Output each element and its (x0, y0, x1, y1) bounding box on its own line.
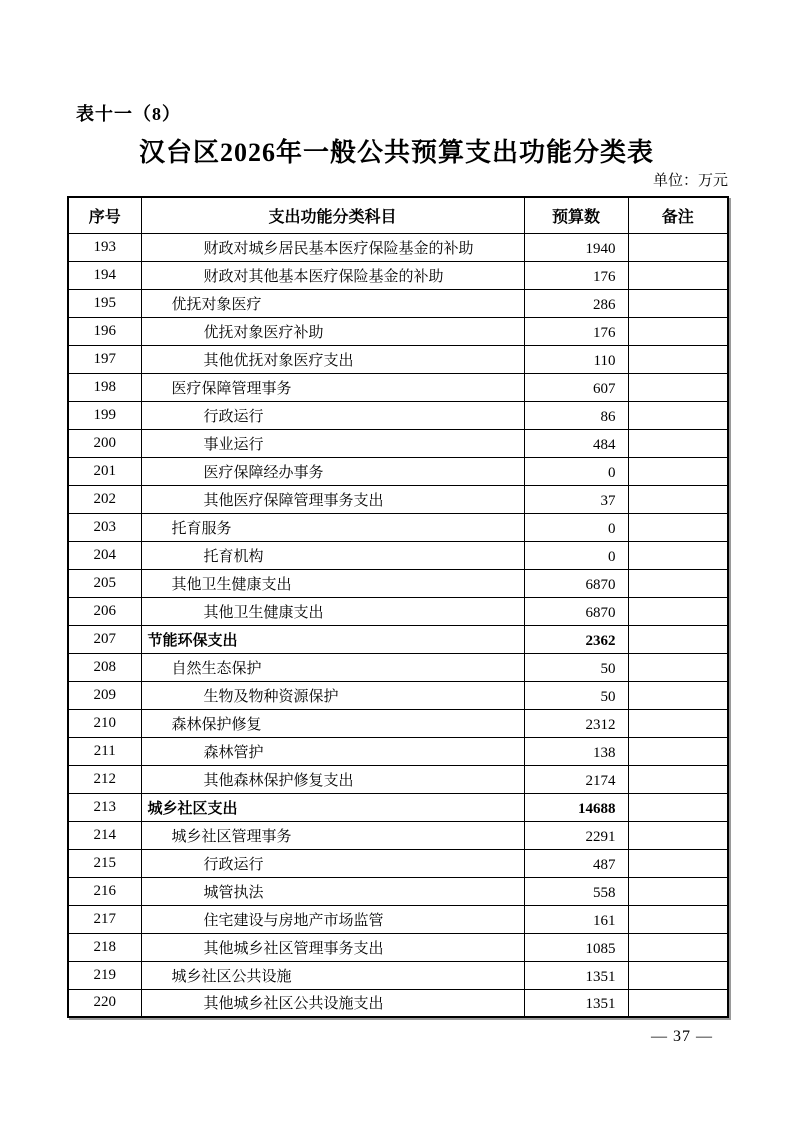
row-budget-value: 2362 (524, 625, 628, 653)
row-note (628, 821, 728, 849)
row-note (628, 681, 728, 709)
row-index: 206 (68, 597, 141, 625)
row-note (628, 513, 728, 541)
row-index: 203 (68, 513, 141, 541)
row-category: 森林管护 (141, 737, 524, 765)
row-budget-value: 176 (524, 317, 628, 345)
row-index: 212 (68, 765, 141, 793)
row-index: 220 (68, 989, 141, 1017)
row-category: 城乡社区公共设施 (141, 961, 524, 989)
row-budget-value: 1351 (524, 961, 628, 989)
table-row (68, 681, 728, 709)
row-category: 城乡社区管理事务 (141, 821, 524, 849)
row-index: 210 (68, 709, 141, 737)
row-index: 205 (68, 569, 141, 597)
row-index: 217 (68, 905, 141, 933)
table-row (68, 429, 728, 457)
row-category: 城管执法 (141, 877, 524, 905)
row-note (628, 709, 728, 737)
row-index: 196 (68, 317, 141, 345)
row-index: 207 (68, 625, 141, 653)
table-row (68, 569, 728, 597)
row-index: 214 (68, 821, 141, 849)
row-budget-value: 487 (524, 849, 628, 877)
page-number: — 37 — (651, 1028, 713, 1045)
table-row (68, 373, 728, 401)
row-index: 197 (68, 345, 141, 373)
row-note (628, 429, 728, 457)
row-category: 其他森林保护修复支出 (141, 765, 524, 793)
row-budget-value: 607 (524, 373, 628, 401)
row-category: 住宅建设与房地产市场监管 (141, 905, 524, 933)
table-row (68, 625, 728, 653)
table-row (68, 261, 728, 289)
table-row (68, 289, 728, 317)
row-category: 其他卫生健康支出 (141, 597, 524, 625)
row-category: 森林保护修复 (141, 709, 524, 737)
row-note (628, 457, 728, 485)
row-index: 194 (68, 261, 141, 289)
row-budget-value: 161 (524, 905, 628, 933)
table-row (68, 457, 728, 485)
row-note (628, 233, 728, 261)
row-budget-value: 14688 (524, 793, 628, 821)
row-category: 城乡社区支出 (141, 793, 524, 821)
row-category: 节能环保支出 (141, 625, 524, 653)
row-note (628, 485, 728, 513)
row-category: 其他城乡社区管理事务支出 (141, 933, 524, 961)
table-row (68, 737, 728, 765)
row-category: 优抚对象医疗 (141, 289, 524, 317)
row-index: 193 (68, 233, 141, 261)
row-category: 事业运行 (141, 429, 524, 457)
row-category: 其他卫生健康支出 (141, 569, 524, 597)
row-index: 198 (68, 373, 141, 401)
row-category: 其他城乡社区公共设施支出 (141, 989, 524, 1017)
row-index: 215 (68, 849, 141, 877)
row-budget-value: 2174 (524, 765, 628, 793)
row-note (628, 289, 728, 317)
row-index: 216 (68, 877, 141, 905)
unit-label: 单位：万元 (652, 173, 728, 189)
row-category: 自然生态保护 (141, 653, 524, 681)
row-note (628, 569, 728, 597)
row-index: 213 (68, 793, 141, 821)
table-row (68, 821, 728, 849)
row-budget-value: 50 (524, 681, 628, 709)
row-budget-value: 1085 (524, 933, 628, 961)
table-row (68, 933, 728, 961)
row-index: 219 (68, 961, 141, 989)
row-note (628, 961, 728, 989)
row-category: 托育机构 (141, 541, 524, 569)
row-index: 218 (68, 933, 141, 961)
row-note (628, 765, 728, 793)
budget-table (67, 196, 729, 1018)
row-budget-value: 286 (524, 289, 628, 317)
table-row (68, 877, 728, 905)
row-note (628, 597, 728, 625)
row-note (628, 541, 728, 569)
row-category: 医疗保障管理事务 (141, 373, 524, 401)
table-row (68, 793, 728, 821)
row-category: 行政运行 (141, 849, 524, 877)
row-note (628, 877, 728, 905)
row-budget-value: 110 (524, 345, 628, 373)
row-index: 200 (68, 429, 141, 457)
table-row (68, 317, 728, 345)
row-budget-value: 176 (524, 261, 628, 289)
row-index: 208 (68, 653, 141, 681)
row-budget-value: 37 (524, 485, 628, 513)
row-budget-value: 0 (524, 513, 628, 541)
row-note (628, 849, 728, 877)
row-index: 195 (68, 289, 141, 317)
budget-table-body (68, 233, 728, 1017)
table-row (68, 961, 728, 989)
row-note (628, 373, 728, 401)
row-index: 201 (68, 457, 141, 485)
row-category: 托育服务 (141, 513, 524, 541)
document-title: 汉台区2026年一般公共预算支出功能分类表 (138, 138, 654, 167)
table-caption-label: 表十一（8） (76, 104, 181, 124)
table-header (68, 197, 728, 233)
row-budget-value: 138 (524, 737, 628, 765)
table-row (68, 653, 728, 681)
row-category: 行政运行 (141, 401, 524, 429)
row-budget-value: 2312 (524, 709, 628, 737)
row-note (628, 653, 728, 681)
row-index: 199 (68, 401, 141, 429)
table-row (68, 345, 728, 373)
row-index: 209 (68, 681, 141, 709)
row-budget-value: 484 (524, 429, 628, 457)
row-note (628, 737, 728, 765)
row-category: 其他医疗保障管理事务支出 (141, 485, 524, 513)
table-row (68, 233, 728, 261)
row-budget-value: 6870 (524, 569, 628, 597)
row-note (628, 625, 728, 653)
row-note (628, 261, 728, 289)
row-budget-value: 1351 (524, 989, 628, 1017)
column-header-budget: 预算数 (524, 197, 628, 233)
row-budget-value: 0 (524, 541, 628, 569)
column-header-index: 序号 (68, 197, 141, 233)
table-row (68, 905, 728, 933)
row-note (628, 345, 728, 373)
row-note (628, 933, 728, 961)
column-header-note: 备注 (628, 197, 728, 233)
row-budget-value: 86 (524, 401, 628, 429)
table-row (68, 849, 728, 877)
table-row (68, 541, 728, 569)
table-row (68, 989, 728, 1017)
row-budget-value: 50 (524, 653, 628, 681)
row-budget-value: 2291 (524, 821, 628, 849)
table-row (68, 485, 728, 513)
row-category: 财政对其他基本医疗保险基金的补助 (141, 261, 524, 289)
table-row (68, 765, 728, 793)
row-category: 财政对城乡居民基本医疗保险基金的补助 (141, 233, 524, 261)
table-row (68, 513, 728, 541)
row-note (628, 989, 728, 1017)
table-row (68, 597, 728, 625)
row-note (628, 793, 728, 821)
row-category: 优抚对象医疗补助 (141, 317, 524, 345)
row-index: 202 (68, 485, 141, 513)
row-note (628, 401, 728, 429)
row-index: 204 (68, 541, 141, 569)
column-header-category: 支出功能分类科目 (141, 197, 524, 233)
row-category: 生物及物种资源保护 (141, 681, 524, 709)
row-note (628, 905, 728, 933)
table-row (68, 401, 728, 429)
row-category: 其他优抚对象医疗支出 (141, 345, 524, 373)
row-budget-value: 1940 (524, 233, 628, 261)
row-budget-value: 6870 (524, 597, 628, 625)
row-index: 211 (68, 737, 141, 765)
row-category: 医疗保障经办事务 (141, 457, 524, 485)
table-row (68, 709, 728, 737)
table-header-row (68, 197, 728, 233)
row-note (628, 317, 728, 345)
row-budget-value: 0 (524, 457, 628, 485)
row-budget-value: 558 (524, 877, 628, 905)
